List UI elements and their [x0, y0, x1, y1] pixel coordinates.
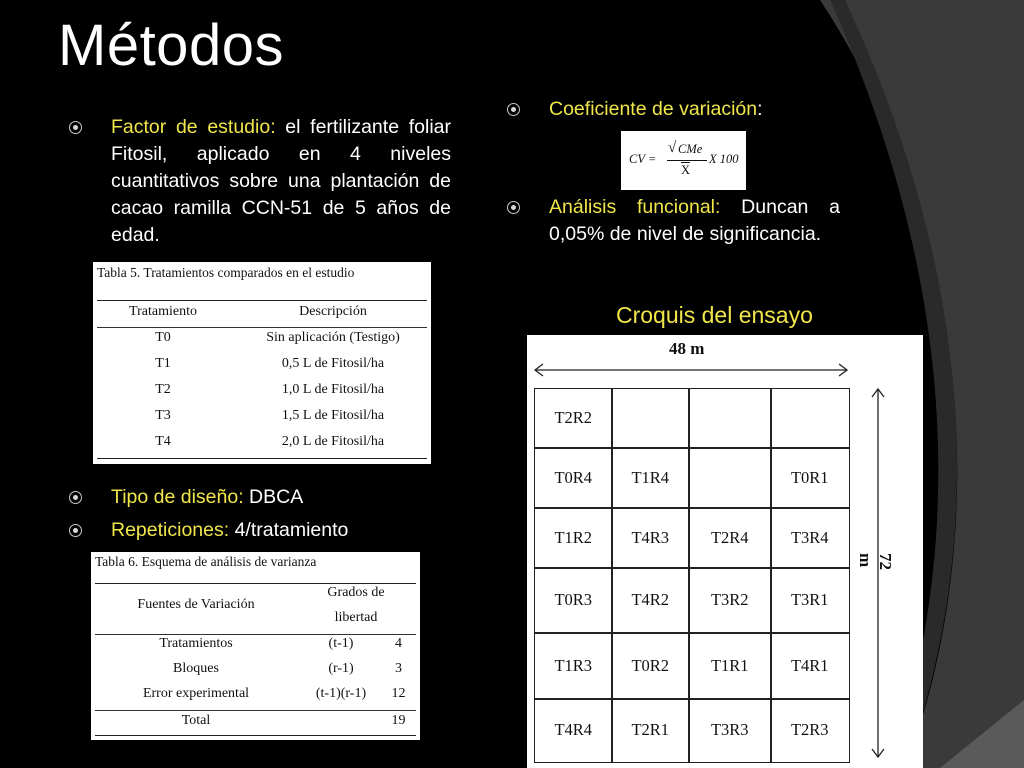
bullet-tipo-diseno	[111, 484, 461, 511]
plot-cell	[688, 447, 772, 509]
plot-cell: T3R4	[770, 507, 850, 569]
plot-cell	[770, 388, 850, 449]
table6-cell: (r-1)	[328, 661, 354, 676]
table5-cell: Sin aplicación (Testigo)	[266, 330, 400, 345]
plot-cell: T1R3	[534, 632, 613, 700]
croquis-title: Croquis del ensayo	[616, 302, 813, 328]
formula-lhs: CV =	[629, 152, 657, 166]
plot-cell: T2R1	[611, 698, 690, 763]
table6-cell: (t-1)(r-1)	[315, 686, 367, 701]
plot-cell: T4R1	[770, 632, 850, 700]
table6-cell: 4	[395, 636, 402, 651]
table5-cell: T4	[155, 434, 171, 449]
plot-cell: T0R2	[611, 632, 690, 700]
table6-cell: Tratamientos	[159, 636, 233, 651]
table6-total-label: Total	[181, 713, 211, 728]
repeticiones-label: Repeticiones:	[111, 519, 230, 541]
bullet-repeticiones	[111, 517, 461, 544]
plot-cell: T0R4	[534, 447, 613, 509]
table5-rule-mid	[97, 327, 427, 328]
bullet-icon	[507, 103, 520, 116]
table6-cell: (t-1)	[328, 636, 354, 651]
plot-cell: T4R2	[611, 567, 690, 634]
cv-colon: :	[757, 98, 763, 120]
bullet-factor-estudio	[111, 114, 451, 249]
table6-header: Grados de	[327, 585, 385, 600]
table5-cell: 0,5 L de Fitosil/ha	[281, 356, 385, 371]
bullet-icon	[69, 524, 82, 537]
plot-cell: T2R3	[770, 698, 850, 763]
plot-cell: T4R4	[534, 698, 613, 763]
plot-cell: T2R4	[688, 507, 772, 569]
bullet-coeficiente	[549, 96, 839, 123]
table5-header: Descripción	[299, 304, 367, 319]
formula-rhs: X 100	[709, 152, 739, 166]
plot-cell: T1R2	[534, 507, 613, 569]
table6-rule-top	[95, 583, 416, 584]
factor-label: Factor de estudio:	[111, 116, 276, 138]
formula-denominator: $\overline{X}$	[681, 163, 691, 177]
table5-cell: T1	[155, 356, 171, 371]
table5-cell: 1,5 L de Fitosil/ha	[281, 408, 385, 423]
plot-cell: T2R2	[534, 388, 613, 449]
funcional-label: Análisis funcional:	[549, 196, 721, 218]
table6-header: Fuentes de Variación	[137, 597, 255, 612]
bullet-icon	[507, 201, 520, 214]
repeticiones-value: 4/tratamiento	[229, 519, 349, 541]
table5-header: Tratamiento	[129, 304, 197, 319]
table6-cell: 3	[395, 661, 402, 676]
diseno-value: DBCA	[243, 486, 304, 508]
table5-cell: T2	[155, 382, 171, 397]
cv-label: Coeficiente de variación	[549, 98, 758, 120]
table6-header: libertad	[334, 610, 378, 625]
table6-cell: 12	[391, 686, 406, 701]
formula-numerator: CMe	[678, 142, 703, 156]
bullet-icon	[69, 491, 82, 504]
plot-cell: T1R1	[688, 632, 772, 700]
cv-formula-image	[621, 131, 746, 190]
table5-cell: T0	[155, 330, 171, 345]
plot-cell: T0R3	[534, 567, 613, 634]
plot-cell: T3R2	[688, 567, 772, 634]
funcional-text: Duncan a 0,05% de nivel de significancia.	[549, 196, 840, 245]
plot-cell	[611, 388, 690, 449]
plot-cell: T4R3	[611, 507, 690, 569]
plot-cell: T3R3	[688, 698, 772, 763]
table5-image	[93, 262, 431, 464]
table6-rule-mid	[95, 634, 416, 635]
table5-cell: 1,0 L de Fitosil/ha	[281, 382, 385, 397]
slide-title: Métodos	[58, 13, 284, 78]
table6-caption: Tabla 6. Esquema de análisis de varianza	[95, 554, 317, 569]
table6-cell: Error experimental	[142, 686, 250, 701]
table5-caption: Tabla 5. Tratamientos comparados en el estudio	[97, 265, 355, 280]
height-label: 72 m	[856, 553, 895, 570]
croquis-diagram	[527, 335, 923, 768]
plot-cell: T3R1	[770, 567, 850, 634]
table6-total-value: 19	[391, 713, 406, 728]
plot-cell	[688, 388, 772, 449]
table6-cell: Bloques	[173, 661, 219, 676]
table5-rule-bottom	[97, 458, 427, 459]
factor-text: el fertilizante foliar Fitosil, aplicado en 4 niveles cuantitativos sobre una plantación de cacao ramilla CCN-51 de 5 años de edad.	[111, 116, 451, 246]
width-label: 48 m	[669, 339, 705, 358]
table5-cell: T3	[155, 408, 171, 423]
formula-sqrt: √	[668, 140, 677, 156]
bullet-icon	[69, 121, 82, 134]
formula-fraction-bar	[667, 160, 707, 161]
table6-image	[91, 552, 420, 740]
plot-cell: T0R1	[770, 447, 850, 509]
bullet-analisis-funcional	[549, 194, 840, 248]
table5-rule-top	[97, 300, 427, 301]
table6-rule-bottom	[95, 735, 416, 736]
diseno-label: Tipo de diseño:	[111, 486, 244, 508]
table5-cell: 2,0 L de Fitosil/ha	[281, 434, 385, 449]
table6-rule-total	[95, 710, 416, 711]
plot-cell: T1R4	[611, 447, 690, 509]
